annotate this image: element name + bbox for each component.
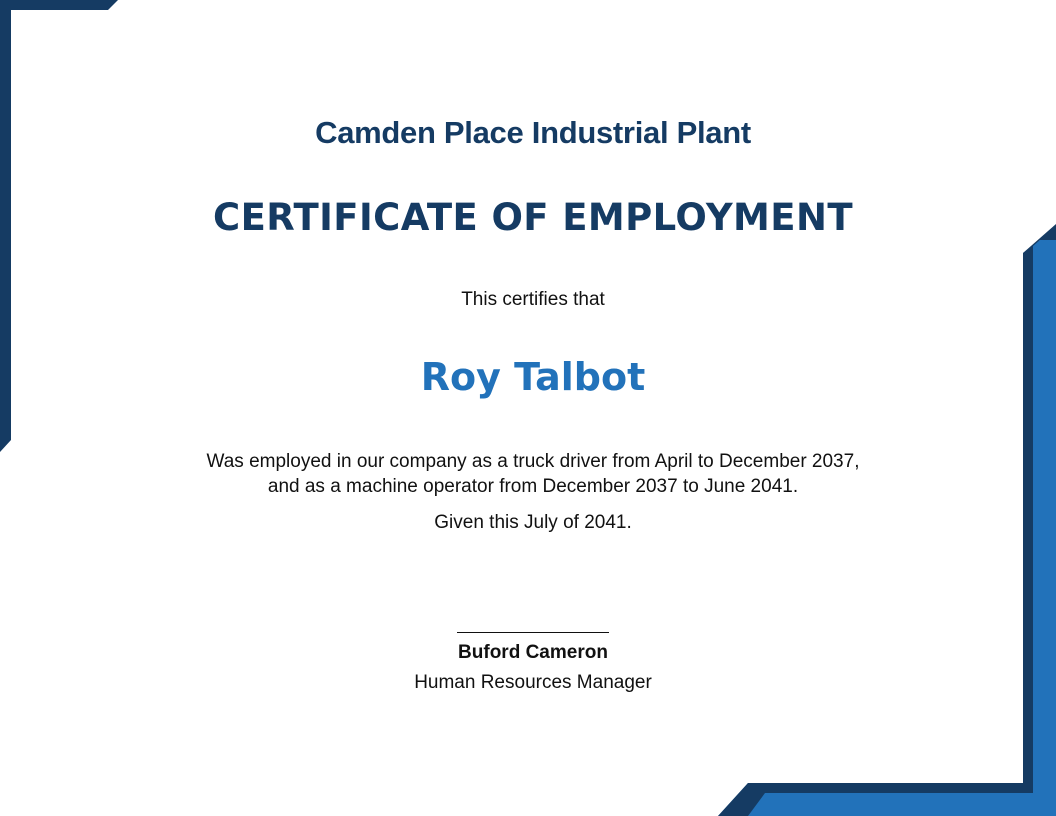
signature-line: [457, 632, 609, 633]
signer-role: Human Resources Manager: [414, 672, 652, 693]
employment-line-2: and as a machine operator from December 2037 to June 2041.: [267, 476, 799, 497]
certifies-text: This certifies that: [461, 289, 605, 310]
certificate-title: CERTIFICATE OF EMPLOYMENT: [213, 196, 853, 239]
given-date-text: Given this July of 2041.: [434, 512, 632, 533]
company-name: Camden Place Industrial Plant: [315, 115, 751, 150]
employment-line-1: Was employed in our company as a truck driver from April to December 2037,: [206, 451, 860, 472]
employment-description: [0, 449, 1056, 499]
signer-name: Buford Cameron: [458, 642, 608, 663]
recipient-name: Roy Talbot: [420, 355, 646, 399]
